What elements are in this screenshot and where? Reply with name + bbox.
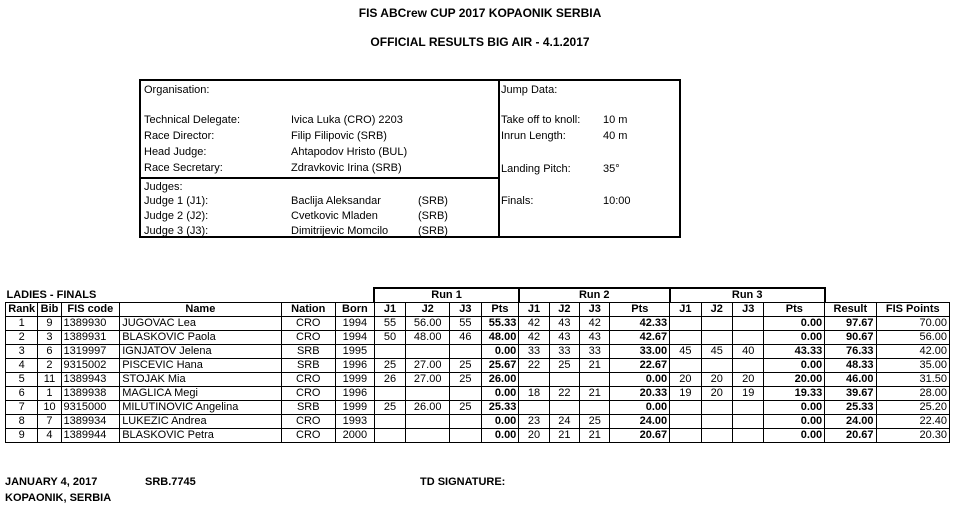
run-header: Run 3: [670, 288, 825, 303]
judge-label: Judge 2 (J2):: [144, 210, 209, 222]
table-cell: 31.50: [876, 373, 949, 387]
official-label: Head Judge:: [144, 146, 207, 158]
column-header: Bib: [38, 303, 61, 317]
official-label: Race Secretary:: [144, 162, 223, 174]
table-cell: 0.00: [481, 429, 519, 443]
table-cell: [733, 331, 764, 345]
table-cell: 0.00: [610, 401, 670, 415]
judge-nation: (SRB): [418, 225, 448, 237]
table-cell: [580, 373, 610, 387]
table-cell: 10: [38, 401, 61, 415]
table-cell: 5: [6, 373, 38, 387]
table-row: [6, 317, 950, 331]
table-cell: 26.00: [481, 373, 519, 387]
table-cell: [733, 317, 764, 331]
table-cell: 35.00: [876, 359, 949, 373]
column-header: J2: [701, 303, 732, 317]
table-cell: CRO: [281, 415, 335, 429]
jump-data-item-label: Inrun Length:: [501, 130, 566, 142]
table-cell: 22.67: [610, 359, 670, 373]
table-cell: 1999: [336, 373, 375, 387]
table-cell: 43: [549, 317, 579, 331]
table-cell: 19.33: [764, 387, 825, 401]
table-cell: 0.00: [764, 415, 825, 429]
judge-nation: (SRB): [418, 210, 448, 222]
table-cell: LUKEZIC Andrea: [120, 415, 281, 429]
footer-date: JANUARY 4, 2017: [5, 476, 98, 488]
table-cell: 27.00: [406, 373, 450, 387]
document-subtitle: OFFICIAL RESULTS BIG AIR - 4.1.2017: [370, 35, 590, 49]
table-cell: CRO: [281, 373, 335, 387]
table-cell: 45: [701, 345, 732, 359]
table-cell: 1389931: [61, 331, 120, 345]
table-cell: 55.33: [481, 317, 519, 331]
table-cell: 25: [450, 373, 481, 387]
table-cell: 21: [549, 429, 579, 443]
table-row: [6, 415, 950, 429]
organisation-label: Organisation:: [144, 84, 210, 96]
table-cell: 9: [38, 317, 61, 331]
table-cell: [670, 317, 701, 331]
jump-data-item-value: 10 m: [603, 114, 628, 126]
table-cell: 0.00: [764, 317, 825, 331]
table-cell: [701, 415, 732, 429]
table-cell: 40: [733, 345, 764, 359]
column-header: Nation: [281, 303, 335, 317]
table-cell: 2000: [336, 429, 375, 443]
table-cell: 48.00: [481, 331, 519, 345]
table-cell: 7: [38, 415, 61, 429]
table-cell: 7: [6, 401, 38, 415]
table-cell: SRB: [281, 345, 335, 359]
table-cell: [701, 331, 732, 345]
table-cell: [374, 429, 405, 443]
table-cell: 1389938: [61, 387, 120, 401]
table-cell: [670, 331, 701, 345]
table-cell: 25.20: [876, 401, 949, 415]
column-header: Name: [120, 303, 281, 317]
table-cell: [701, 401, 732, 415]
table-cell: 26: [374, 373, 405, 387]
table-cell: 48.00: [406, 331, 450, 345]
table-cell: 1994: [336, 317, 375, 331]
official-value: Ivica Luka (CRO) 2203: [291, 114, 403, 126]
table-cell: 0.00: [481, 345, 519, 359]
table-cell: 0.00: [481, 415, 519, 429]
table-cell: 20.67: [825, 429, 876, 443]
table-cell: 25: [549, 359, 579, 373]
table-cell: 0.00: [764, 401, 825, 415]
table-cell: CRO: [281, 429, 335, 443]
table-cell: 1995: [336, 345, 375, 359]
category-title: LADIES - FINALS: [6, 288, 97, 301]
table-cell: 70.00: [876, 317, 949, 331]
table-cell: 43.33: [764, 345, 825, 359]
column-header-row: [6, 303, 950, 317]
table-cell: 50: [374, 331, 405, 345]
table-row: [6, 429, 950, 443]
column-header: J2: [406, 303, 450, 317]
column-header: J1: [374, 303, 405, 317]
column-header: Pts: [610, 303, 670, 317]
table-cell: [670, 429, 701, 443]
table-cell: [450, 415, 481, 429]
table-cell: 39.67: [825, 387, 876, 401]
table-cell: 22: [519, 359, 549, 373]
column-header: FIS Points: [876, 303, 949, 317]
run-header-row: [6, 288, 950, 303]
table-cell: 42: [519, 317, 549, 331]
run-header: Run 1: [374, 288, 519, 303]
table-cell: [733, 401, 764, 415]
table-cell: 0.00: [764, 331, 825, 345]
table-cell: BLASKOVIC Paola: [120, 331, 281, 345]
table-cell: 19: [670, 387, 701, 401]
info-divider-horizontal: [141, 177, 498, 179]
table-row: [6, 401, 950, 415]
jump-data-item-value: 10:00: [603, 195, 631, 207]
table-row: [6, 373, 950, 387]
table-cell: 25: [580, 415, 610, 429]
table-cell: 4: [6, 359, 38, 373]
table-cell: [406, 387, 450, 401]
table-cell: 19: [733, 387, 764, 401]
table-cell: 1: [6, 317, 38, 331]
judge-label: Judge 3 (J3):: [144, 225, 209, 237]
table-cell: MAGLICA Megi: [120, 387, 281, 401]
judge-name: Dimitrijevic Momcilo: [291, 225, 389, 237]
judges-label: Judges:: [144, 181, 183, 193]
table-row: [6, 331, 950, 345]
table-cell: IGNJATOV Jelena: [120, 345, 281, 359]
table-cell: [701, 317, 732, 331]
table-cell: [406, 345, 450, 359]
table-cell: SRB: [281, 359, 335, 373]
table-cell: SRB: [281, 401, 335, 415]
table-cell: 21: [580, 359, 610, 373]
table-cell: 3: [38, 331, 61, 345]
official-label: Race Director:: [144, 130, 215, 142]
table-cell: JUGOVAC Lea: [120, 317, 281, 331]
table-cell: 22.40: [876, 415, 949, 429]
jump-data-item-label: Take off to knoll:: [501, 114, 581, 126]
table-cell: 1319997: [61, 345, 120, 359]
table-cell: 42: [580, 317, 610, 331]
table-cell: CRO: [281, 387, 335, 401]
table-cell: 25.67: [481, 359, 519, 373]
table-cell: 20: [701, 387, 732, 401]
table-cell: 48.33: [825, 359, 876, 373]
table-cell: 33: [549, 345, 579, 359]
table-cell: [670, 359, 701, 373]
table-cell: 18: [519, 387, 549, 401]
judge-nation: (SRB): [418, 195, 448, 207]
table-cell: 9315000: [61, 401, 120, 415]
table-cell: [374, 387, 405, 401]
official-value: Filip Filipovic (SRB): [291, 130, 387, 142]
table-cell: 43: [580, 331, 610, 345]
table-cell: 28.00: [876, 387, 949, 401]
table-cell: 1994: [336, 331, 375, 345]
table-cell: [670, 415, 701, 429]
official-label: Technical Delegate:: [144, 114, 241, 126]
results-table: [5, 287, 950, 443]
column-header: J3: [733, 303, 764, 317]
table-cell: 0.00: [764, 429, 825, 443]
jump-data-item-label: Finals:: [501, 195, 534, 207]
table-cell: 23: [519, 415, 549, 429]
table-cell: 20.30: [876, 429, 949, 443]
table-cell: 3: [6, 345, 38, 359]
table-cell: [701, 429, 732, 443]
table-cell: 33.00: [610, 345, 670, 359]
table-cell: 6: [6, 387, 38, 401]
table-cell: 1993: [336, 415, 375, 429]
table-cell: 20: [670, 373, 701, 387]
table-cell: [733, 415, 764, 429]
table-cell: 26.00: [406, 401, 450, 415]
table-cell: [450, 429, 481, 443]
table-cell: 9: [6, 429, 38, 443]
table-cell: [670, 401, 701, 415]
table-cell: 42.33: [610, 317, 670, 331]
jump-data-label: Jump Data:: [501, 84, 558, 96]
column-header: J2: [549, 303, 579, 317]
table-cell: 20: [519, 429, 549, 443]
info-divider-vertical: [498, 81, 500, 236]
table-cell: [580, 401, 610, 415]
column-header: J3: [450, 303, 481, 317]
table-cell: [450, 345, 481, 359]
table-cell: 1389944: [61, 429, 120, 443]
table-cell: 46.00: [825, 373, 876, 387]
column-header: Pts: [764, 303, 825, 317]
table-cell: 0.00: [481, 387, 519, 401]
judge-name: Baclija Aleksandar: [291, 195, 381, 207]
table-cell: 42: [519, 331, 549, 345]
table-cell: 25.33: [825, 401, 876, 415]
judge-name: Cvetkovic Mladen: [291, 210, 378, 222]
official-value: Ahtapodov Hristo (BUL): [291, 146, 408, 158]
table-cell: BLASKOVIC Petra: [120, 429, 281, 443]
table-row: [6, 387, 950, 401]
table-cell: 0.00: [764, 359, 825, 373]
table-cell: 25: [374, 359, 405, 373]
table-cell: 55: [450, 317, 481, 331]
table-cell: 55: [374, 317, 405, 331]
table-cell: 24.00: [825, 415, 876, 429]
column-header: Rank: [6, 303, 38, 317]
table-cell: 90.67: [825, 331, 876, 345]
table-cell: 2: [6, 331, 38, 345]
table-cell: [406, 429, 450, 443]
column-header: J3: [580, 303, 610, 317]
info-box: [139, 79, 681, 238]
table-cell: [549, 401, 579, 415]
table-cell: 22: [549, 387, 579, 401]
table-cell: 11: [38, 373, 61, 387]
table-cell: [374, 345, 405, 359]
table-cell: 33: [580, 345, 610, 359]
table-cell: 43: [549, 331, 579, 345]
table-cell: 24.00: [610, 415, 670, 429]
column-header: Result: [825, 303, 876, 317]
table-cell: 25: [374, 401, 405, 415]
table-cell: 2: [38, 359, 61, 373]
table-cell: 24: [549, 415, 579, 429]
table-cell: [701, 359, 732, 373]
table-cell: 20.67: [610, 429, 670, 443]
table-cell: 6: [38, 345, 61, 359]
table-cell: 20: [733, 373, 764, 387]
column-header: Pts: [481, 303, 519, 317]
official-value: Zdravkovic Irina (SRB): [291, 162, 402, 174]
table-cell: [519, 401, 549, 415]
table-cell: [450, 387, 481, 401]
table-row: [6, 345, 950, 359]
table-cell: CRO: [281, 331, 335, 345]
table-cell: 0.00: [610, 373, 670, 387]
table-cell: STOJAK Mia: [120, 373, 281, 387]
table-cell: 20: [701, 373, 732, 387]
table-cell: 97.67: [825, 317, 876, 331]
table-cell: 1389930: [61, 317, 120, 331]
td-signature-label: TD SIGNATURE:: [420, 476, 506, 488]
column-header: Born: [336, 303, 375, 317]
jump-data-item-label: Landing Pitch:: [501, 163, 571, 175]
table-cell: MILUTINOVIC Angelina: [120, 401, 281, 415]
run-header: Run 2: [519, 288, 670, 303]
table-cell: 46: [450, 331, 481, 345]
table-row: [6, 359, 950, 373]
table-cell: 1999: [336, 401, 375, 415]
table-cell: 27.00: [406, 359, 450, 373]
table-cell: 1996: [336, 359, 375, 373]
table-cell: 1: [38, 387, 61, 401]
footer-code: SRB.7745: [145, 476, 196, 488]
table-cell: 56.00: [876, 331, 949, 345]
table-cell: 42.67: [610, 331, 670, 345]
table-cell: 9315002: [61, 359, 120, 373]
table-cell: 21: [580, 429, 610, 443]
table-cell: [519, 373, 549, 387]
table-cell: 42.00: [876, 345, 949, 359]
table-cell: 4: [38, 429, 61, 443]
table-cell: PISCEVIC Hana: [120, 359, 281, 373]
table-cell: 45: [670, 345, 701, 359]
table-cell: [733, 359, 764, 373]
document-title: FIS ABCrew CUP 2017 KOPAONIK SERBIA: [358, 6, 602, 20]
table-cell: 8: [6, 415, 38, 429]
table-cell: 1389934: [61, 415, 120, 429]
column-header: J1: [519, 303, 549, 317]
table-cell: [549, 373, 579, 387]
table-cell: 21: [580, 387, 610, 401]
table-cell: 1389943: [61, 373, 120, 387]
table-cell: 25: [450, 359, 481, 373]
table-cell: 20.00: [764, 373, 825, 387]
table-cell: [733, 429, 764, 443]
judge-label: Judge 1 (J1):: [144, 195, 209, 207]
jump-data-item-value: 40 m: [603, 130, 628, 142]
table-cell: 20.33: [610, 387, 670, 401]
table-cell: 76.33: [825, 345, 876, 359]
table-cell: 1996: [336, 387, 375, 401]
table-cell: [406, 415, 450, 429]
column-header: J1: [670, 303, 701, 317]
column-header: FIS code: [61, 303, 120, 317]
table-cell: [374, 415, 405, 429]
table-cell: 33: [519, 345, 549, 359]
table-cell: 25.33: [481, 401, 519, 415]
table-cell: CRO: [281, 317, 335, 331]
table-cell: 56.00: [406, 317, 450, 331]
jump-data-item-value: 35°: [603, 163, 620, 175]
footer-location: KOPAONIK, SERBIA: [5, 492, 112, 504]
table-cell: 25: [450, 401, 481, 415]
